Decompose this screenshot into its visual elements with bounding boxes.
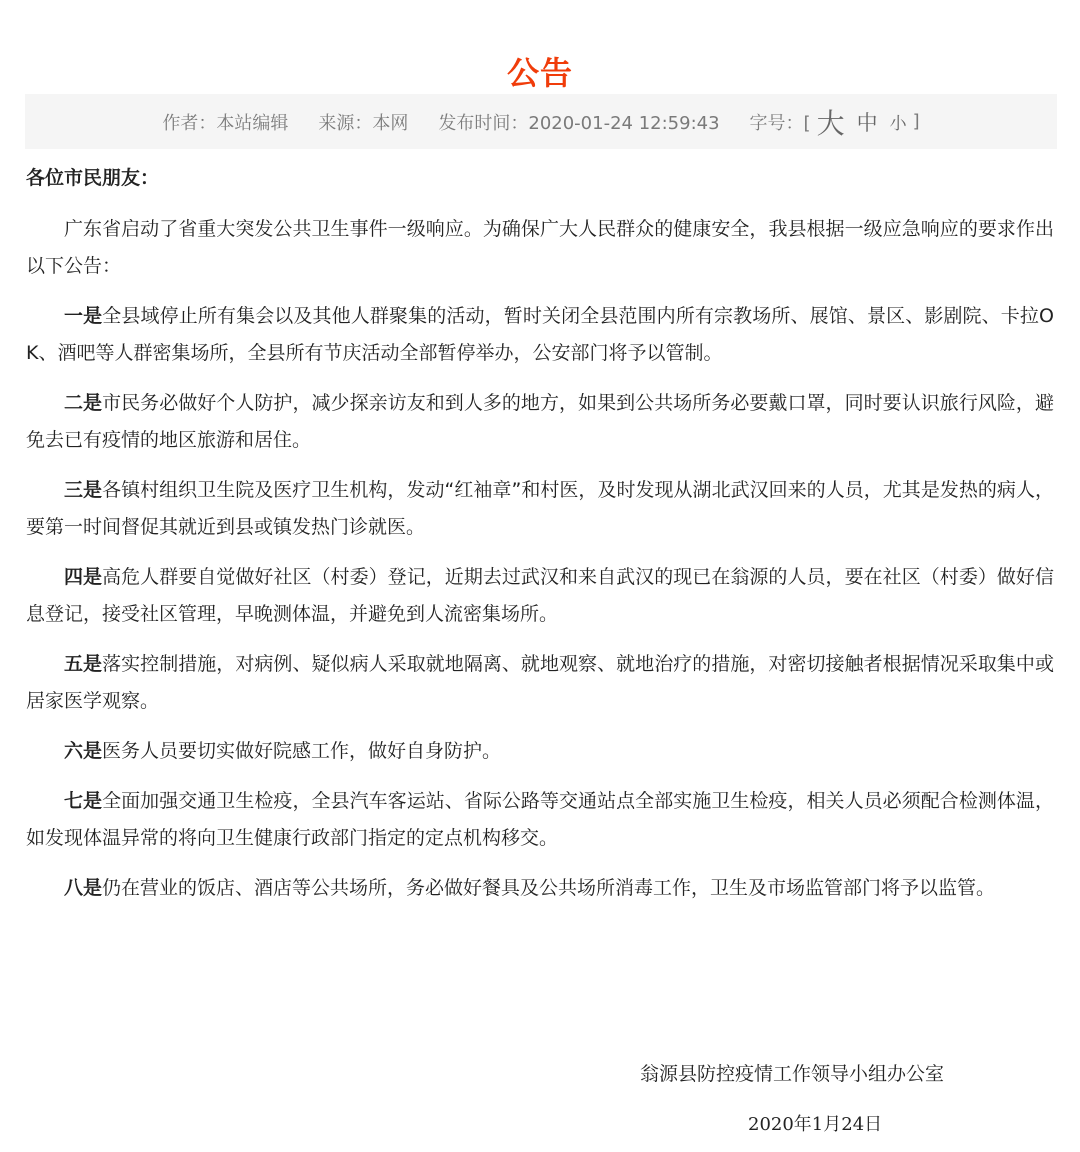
author-info: 作者：本站编辑 (162, 112, 289, 134)
measure-item-8 (26, 870, 1054, 907)
measure-item-4 (26, 559, 1054, 633)
measure-lead: 二是 (64, 392, 103, 414)
measure-item-7 (26, 783, 1054, 857)
font-size-control (750, 102, 920, 142)
publish-time: 发布时间：2020-01-24 12:59:43 (438, 112, 720, 134)
font-size-medium-button[interactable]: 中 (856, 110, 878, 135)
measure-lead: 五是 (64, 653, 103, 675)
source-info: 来源：本网 (318, 112, 409, 134)
measure-text: 仍在营业的饭店、酒店等公共场所，务必做好餐具及公共场所消毒工作，卫生及市场监管部门将予以监管。 (102, 877, 996, 899)
measure-text: 全面加强交通卫生检疫，全县汽车客运站、省际公路等交通站点全部实施卫生检疫，相关人员必须配合检测体温，如发现体温异常的将向卫生健康行政部门指定的定点机构移交。 (26, 790, 1054, 849)
measure-text: 市民务必做好个人防护，减少探亲访友和到人多的地方，如果到公共场所务必要戴口罩，同时要认识旅行风险，避免去已有疫情的地区旅游和居住。 (26, 392, 1054, 451)
issuer-signature: 翁源县防控疫情工作领导小组办公室 (640, 1063, 945, 1085)
salutation: 各位市民朋友： (26, 167, 160, 189)
page-title: 公告 (506, 54, 573, 93)
measure-text: 各镇村组织卫生院及医疗卫生机构，发动“红袖章”和村医，及时发现从湖北武汉回来的人员，尤其是发热的病人，要第一时间督促其就近到县或镇发热门诊就医。 (26, 479, 1054, 538)
measure-item-5 (26, 646, 1054, 720)
measure-item-6 (26, 733, 1054, 770)
measure-item-2 (26, 385, 1054, 459)
measure-text: 医务人员要切实做好院感工作，做好自身防护。 (102, 740, 502, 762)
font-size-label: 字号：[ (749, 112, 811, 134)
measure-lead: 一是 (64, 305, 103, 327)
intro-paragraph: 广东省启动了省重大突发公共卫生事件一级响应。为确保广大人民群众的健康安全，我县根据一级应急响应的要求作出以下公告： (26, 218, 1054, 277)
font-size-close-bracket: ] (912, 111, 920, 132)
measure-text: 全县域停止所有集会以及其他人群聚集的活动，暂时关闭全县范围内所有宗教场所、展馆、景区、影剧院、卡拉OK、酒吧等人群密集场所，全县所有节庆活动全部暂停举办，公安部门将予以管制。 (26, 305, 1054, 364)
measure-item-1 (26, 298, 1054, 372)
measure-item-3 (26, 472, 1054, 546)
font-size-large-button[interactable]: 大 (816, 106, 845, 140)
signature-date: 2020年1月24日 (748, 1114, 883, 1135)
measure-lead: 八是 (64, 877, 103, 899)
measure-text: 落实控制措施，对病例、疑似病人采取就地隔离、就地观察、就地治疗的措施，对密切接触者根据情况采取集中或居家医学观察。 (26, 653, 1054, 712)
font-size-small-button[interactable]: 小 (889, 114, 907, 134)
measure-text: 高危人群要自觉做好社区（村委）登记，近期去过武汉和来自武汉的现已在翁源的人员，要在社区（村委）做好信息登记，接受社区管理，早晚测体温，并避免到人流密集场所。 (26, 566, 1054, 625)
measure-lead: 七是 (64, 790, 103, 812)
measure-lead: 四是 (64, 566, 103, 588)
measure-lead: 六是 (64, 740, 103, 762)
article-meta-bar (25, 94, 1057, 149)
measure-lead: 三是 (64, 479, 103, 501)
article-body (26, 160, 1054, 920)
